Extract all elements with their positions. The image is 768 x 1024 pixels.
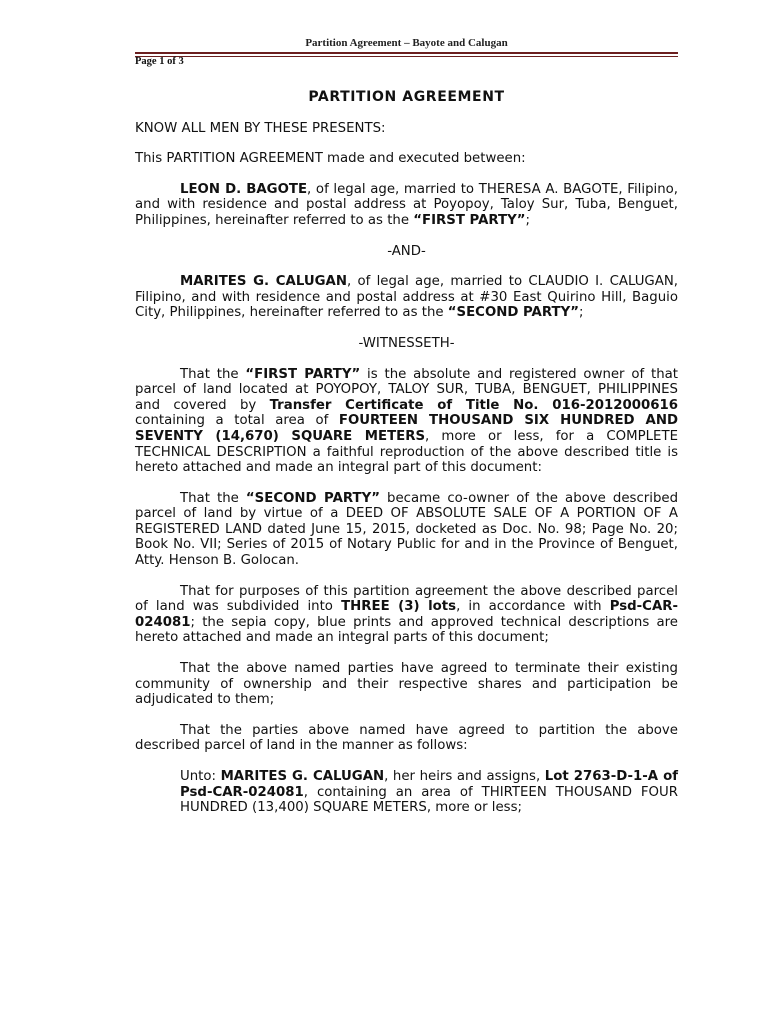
second-party-designation: “SECOND PARTY” xyxy=(447,305,579,321)
paragraph-termination: That the above named parties have agreed to terminate their existing community of ownership and their respective shares and participation be adjudicated to them; xyxy=(135,661,678,708)
first-party-paragraph: LEON D. BAGOTE, of legal age, married to THERESA A. BAGOTE, Filipino, and with residence and postal address at Poyopoy, Taloy Sur, Tuba, Benguet, Philippines, hereinafter referred to as the “FIRST PARTY”; xyxy=(135,181,678,228)
first-party-name: LEON D. BAGOTE xyxy=(180,181,308,197)
first-party-designation: “FIRST PARTY” xyxy=(413,212,526,228)
document-title: PARTITION AGREEMENT xyxy=(308,89,505,105)
running-header: Partition Agreement – Bayote and Calugan xyxy=(305,37,508,49)
document-body xyxy=(135,90,678,831)
lot-number: Lot 2763-D-1-A of Psd-CAR-024081 xyxy=(180,769,679,800)
paragraph-ownership: That the “FIRST PARTY” is the absolute and registered owner of that parcel of land located at POYOPOY, TALOY SUR, TUBA, BENGUET, PHILIPPINES and covered by Transfer Certificate of Title No. 016-2012000616 containing a total area of FOURTEEN THOUSAND SIX HUNDRED AND SEVENTY (14,670) SQUARE METERS, more or less, for a COMPLETE TECHNICAL DESCRIPTION a faithful reproduction of the above described title is hereto attached and made an integral part of this document: xyxy=(135,366,679,476)
page-number: Page 1 of 3 xyxy=(135,56,184,67)
second-party-name: MARITES G. CALUGAN xyxy=(180,274,347,290)
intro-line: This PARTITION AGREEMENT made and executed between: xyxy=(135,151,526,167)
allocation-clause: Unto: MARITES G. CALUGAN, her heirs and assigns, Lot 2763-D-1-A of Psd-CAR-024081, containing an area of THIRTEEN THOUSAND FOUR HUNDRED (13,400) SQUARE METERS, more or less; xyxy=(180,769,679,816)
paragraph-co-ownership: That the “SECOND PARTY” became co-owner of the above described parcel of land by virtue of a DEED OF ABSOLUTE SALE OF A PORTION OF A REGISTERED LAND dated June 15, 2015, docketed as Doc. No. 98; Page No. 20; Book No. VII; Series of 2015 of Notary Public for and in the Province of Benguet, Atty. Henson B. Golocan. xyxy=(135,490,679,569)
header-rule xyxy=(135,52,678,57)
total-area: FOURTEEN THOUSAND SIX HUNDRED AND SEVENTY (14,670) SQUARE METERS xyxy=(135,413,678,444)
and-separator: -AND- xyxy=(387,243,426,259)
title-certificate: Transfer Certificate of Title No. 016-2012000616 xyxy=(269,397,678,413)
opening-line: KNOW ALL MEN BY THESE PRESENTS: xyxy=(135,120,386,136)
second-party-paragraph: MARITES G. CALUGAN, of legal age, married to CLAUDIO I. CALUGAN, Filipino, and with residence and postal address at #30 East Quirino Hill, Baguio City, Philippines, hereinafter referred to as the “SECOND PARTY”; xyxy=(135,274,679,321)
witnesseth-heading: -WITNESSETH- xyxy=(358,335,455,351)
paragraph-subdivision: That for purposes of this partition agreement the above described parcel of land was subdivided into THREE (3) lots, in accordance with Psd-CAR-024081; the sepia copy, blue prints and approved technical descriptions are hereto attached and made an integral parts of this document; xyxy=(135,583,678,646)
paragraph-partition: That the parties above named have agreed to partition the above described parcel of land in the manner as follows: xyxy=(135,722,678,754)
survey-plan-number: Psd-CAR-024081 xyxy=(135,599,678,630)
